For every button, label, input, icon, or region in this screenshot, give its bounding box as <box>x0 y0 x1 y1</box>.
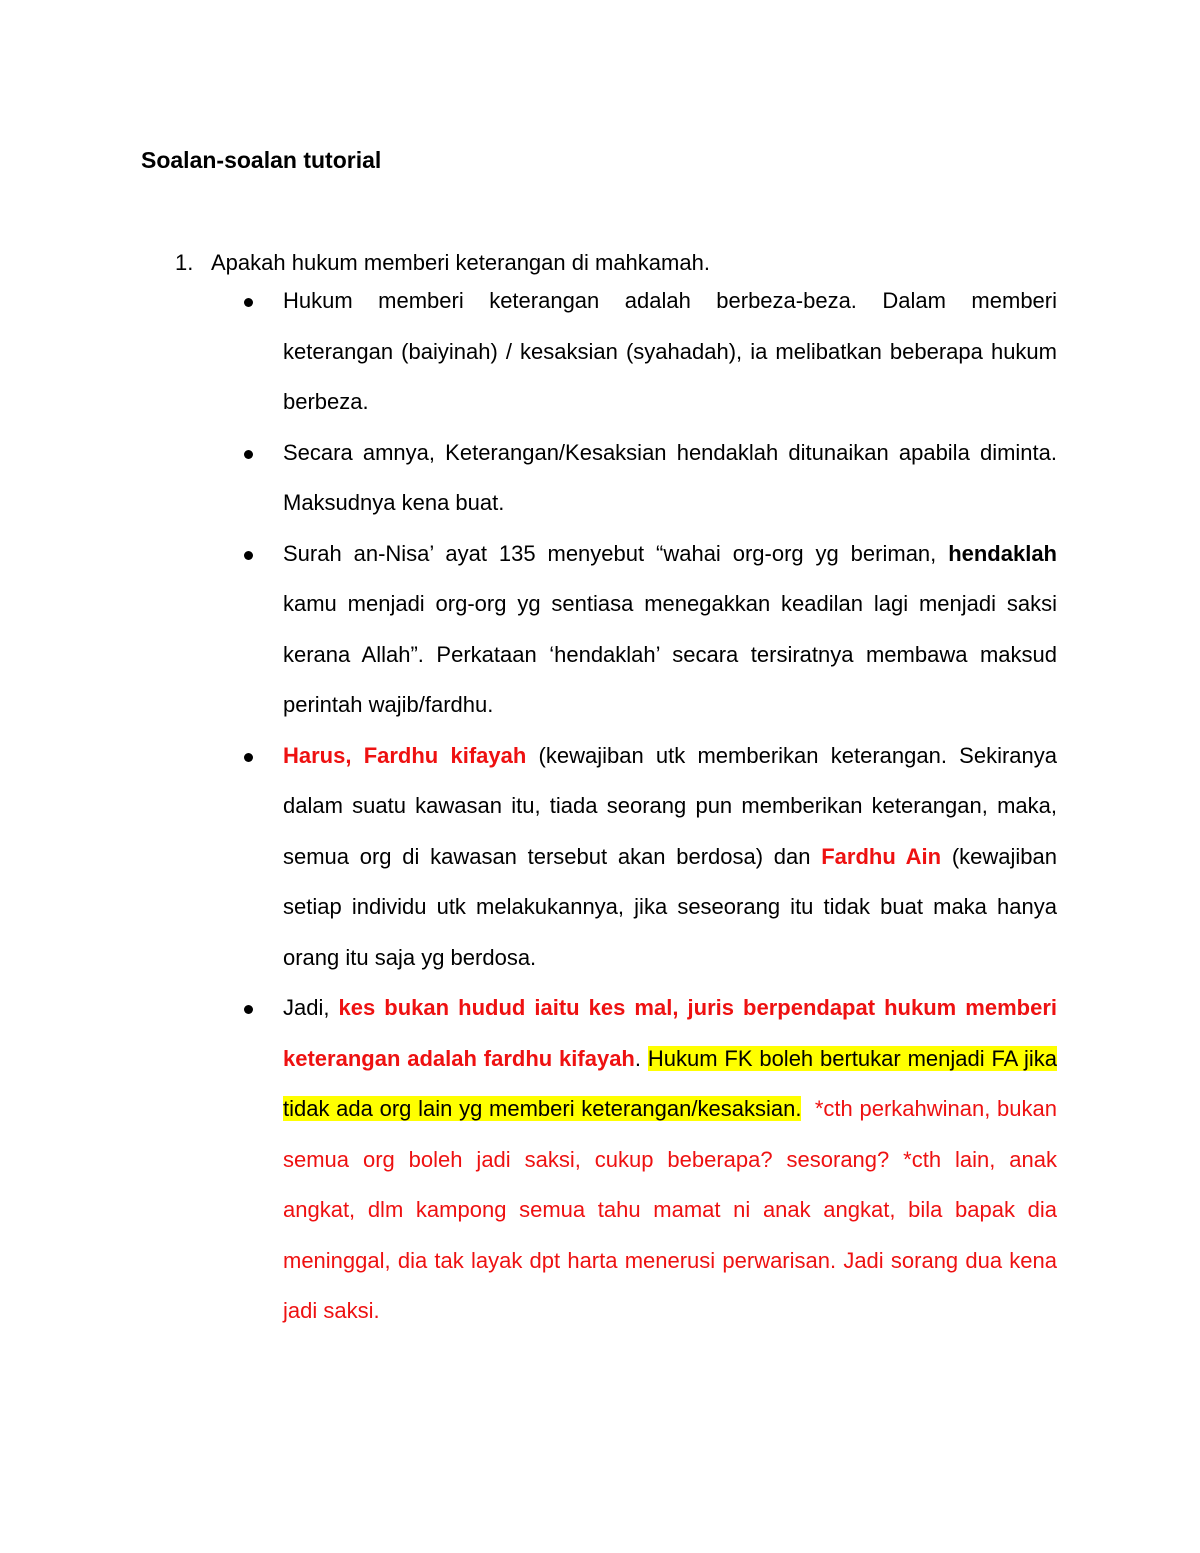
bullet-dot-icon <box>244 1005 253 1014</box>
answer-bullet-list <box>283 276 1057 1337</box>
bullet-lead: Jadi, <box>283 995 339 1020</box>
bullet-text: Hukum memberi keterangan adalah berbeza-beza. Dalam memberi keterangan (baiyinah) / kesaksian (syahadah), ia melibatkan beberapa hukum berbeza. <box>283 288 1057 414</box>
bullet-gap <box>801 1096 814 1121</box>
bullet-item-3 <box>283 529 1057 731</box>
question-text: Apakah hukum memberi keterangan di mahkamah. <box>211 250 710 275</box>
bullet-text: Secara amnya, Keterangan/Kesaksian hendaklah ditunaikan apabila diminta. Maksudnya kena buat. <box>283 439 1057 515</box>
bullet-item-1 <box>283 276 1057 428</box>
question-1 <box>175 248 710 278</box>
question-number: 1. <box>175 250 194 275</box>
bullet-text-start: Surah an-Nisa’ ayat 135 menyebut “wahai org-org yg beriman, <box>283 540 949 566</box>
bullet-text-end: kamu menjadi org-org yg sentiasa menegakkan keadilan lagi menjadi saksi kerana Allah”. Perkataan ‘hendaklah’ secara tersiratnya membawa maksud perintah wajib/fardhu. <box>283 591 1057 717</box>
bullet-text-end: (kewajiban setiap individu utk melakukannya, jika seseorang itu tidak buat maka hanya orang itu saja yg berdosa. <box>283 843 1057 970</box>
bullet-red-example: *cth perkahwinan, bukan semua org boleh jadi saksi, cukup beberapa? sesorang? *cth lain, anak angkat, dlm kampong semua tahu mamat ni anak angkat, bila bapak dia meninggal, dia tak layak dpt harta menerusi perwarisan. Jadi sorang dua kena jadi saksi. <box>283 1096 1057 1323</box>
bullet-highlighted-text: Hukum FK boleh bertukar menjadi FA jika tidak ada org lain yg memberi keterangan/kesaksian. <box>283 1045 1057 1121</box>
bullet-dot-icon <box>244 450 253 459</box>
bullet-red-conclusion: kes bukan hudud iaitu kes mal, juris berpendapat hukum memberi keterangan adalah fardhu kifayah <box>283 995 1057 1071</box>
bullet-dot-icon <box>244 551 253 560</box>
bullet-dot-icon <box>244 753 253 762</box>
bullet-period: . <box>634 1045 648 1071</box>
bullet-item-2 <box>283 428 1057 529</box>
bullet-item-4 <box>283 731 1057 984</box>
bullet-red-term-2: Fardhu Ain <box>821 843 942 869</box>
bullet-red-term-1: Harus, Fardhu kifayah <box>283 742 527 768</box>
bullet-bold-word: hendaklah <box>948 540 1057 566</box>
document-title: Soalan-soalan tutorial <box>141 147 382 173</box>
bullet-dot-icon <box>244 298 253 307</box>
bullet-item-5 <box>283 983 1057 1337</box>
bullet-text-middle: (kewajiban utk memberikan keterangan. Sekiranya dalam suatu kawasan itu, tiada seorang pun memberikan keterangan, maka, semua org di kawasan tersebut akan berdosa) dan <box>283 742 1057 869</box>
